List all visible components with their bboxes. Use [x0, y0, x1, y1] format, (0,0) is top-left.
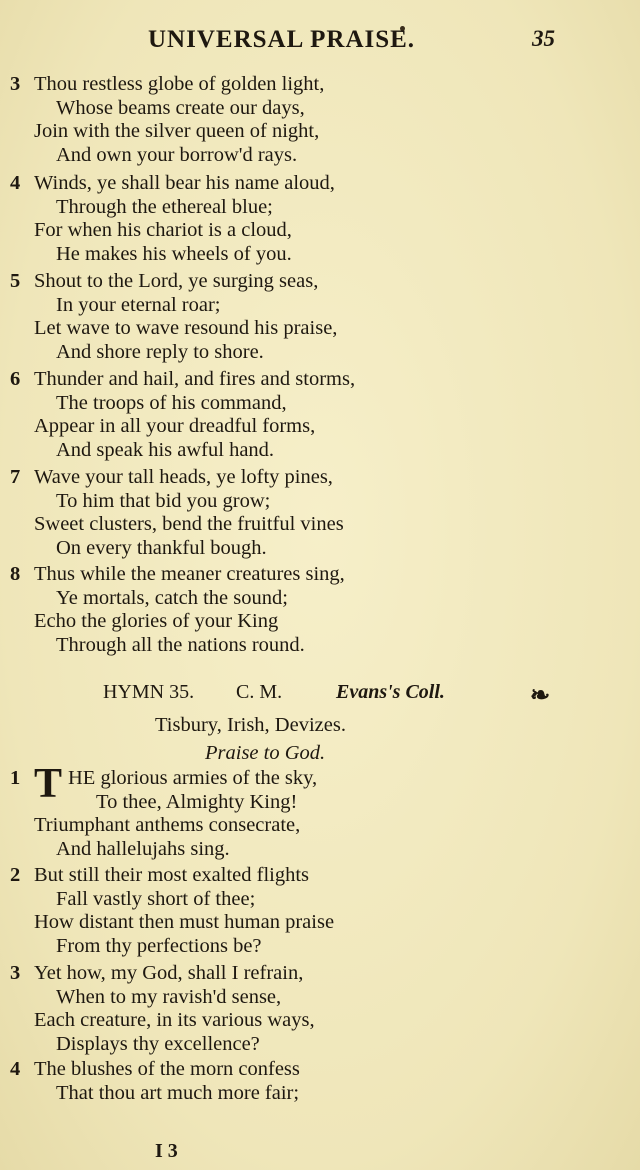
verse-line: Ye mortals, catch the sound; — [56, 586, 288, 609]
verse-line: Displays thy excellence? — [56, 1032, 260, 1055]
hymn-tunes: Tisbury, Irish, Devizes. — [155, 714, 346, 736]
verse-line: HE glorious armies of the sky, — [68, 767, 318, 789]
verse-line: And own your borrow'd rays. — [56, 143, 298, 166]
drop-cap: T — [34, 761, 63, 807]
stanza-7 — [10, 466, 630, 560]
hymn-source: Evans's Coll. — [336, 681, 445, 703]
verse-line: In your eternal roar; — [56, 293, 221, 316]
hymn-stanza-4 — [10, 1058, 630, 1105]
hymn-stanza-3 — [10, 962, 630, 1056]
stanza-6 — [10, 368, 630, 462]
hymn-meter: C. M. — [236, 681, 283, 703]
stanza-number: 2 — [10, 864, 21, 886]
verse-line: Winds, ye shall bear his name aloud, — [34, 172, 335, 194]
stanza-number: 3 — [10, 73, 21, 95]
verse-line: That thou art much more fair; — [56, 1081, 300, 1104]
hymn-heading — [103, 681, 623, 709]
verse-line: Fall vastly short of thee; — [56, 887, 256, 910]
verse-line: Thus while the meaner creatures sing, — [34, 563, 345, 585]
stanza-3 — [10, 73, 630, 167]
verse-line: Each creature, in its various ways, — [34, 1009, 315, 1031]
verse-line: Through the ethereal blue; — [56, 195, 273, 218]
verse-line: He makes his wheels of you. — [56, 242, 292, 265]
signature-mark: I 3 — [155, 1140, 178, 1162]
verse-line: Yet how, my God, shall I refrain, — [34, 962, 304, 984]
verse-line: For when his chariot is a cloud, — [34, 219, 292, 241]
verse-line: To thee, Almighty King! — [96, 790, 298, 813]
verse-line: And speak his awful hand. — [56, 438, 275, 461]
verse-line: Thou restless globe of golden light, — [34, 73, 325, 95]
hymn-stanza-2 — [10, 864, 630, 958]
verse-line: Through all the nations round. — [56, 633, 305, 656]
stanza-4 — [10, 172, 630, 266]
stanza-number: 4 — [10, 1058, 21, 1080]
verse-line: Sweet clusters, bend the fruitful vines — [34, 513, 344, 535]
verse-line: Echo the glories of your King — [34, 610, 279, 632]
verse-line: Triumphant anthems consecrate, — [34, 814, 301, 836]
verse-line: Let wave to wave resound his praise, — [34, 317, 338, 339]
verse-line: Wave your tall heads, ye lofty pines, — [34, 466, 333, 488]
verse-line: The troops of his command, — [56, 391, 287, 414]
page-header — [0, 26, 640, 56]
verse-line: And hallelujahs sing. — [56, 837, 230, 860]
verse-line: Appear in all your dreadful forms, — [34, 415, 316, 437]
stanza-number: 4 — [10, 172, 21, 194]
verse-line: Shout to the Lord, ye surging seas, — [34, 270, 319, 292]
stanza-number: 1 — [10, 767, 21, 789]
stanza-number: 8 — [10, 563, 21, 585]
stanza-number: 3 — [10, 962, 21, 984]
verse-line: Whose beams create our days, — [56, 96, 305, 119]
hymn-number: HYMN 35. — [103, 681, 195, 703]
verse-line: Join with the silver queen of night, — [34, 120, 320, 142]
stanza-number: 7 — [10, 466, 21, 488]
verse-line: On every thankful bough. — [56, 536, 267, 559]
stanza-5 — [10, 270, 630, 364]
ornament-icon: ❧ — [530, 683, 551, 709]
running-head: UNIVERSAL PRAISE. — [148, 26, 416, 53]
verse-line: When to my ravish'd sense, — [56, 985, 282, 1008]
stanza-number: 5 — [10, 270, 21, 292]
stanza-number: 6 — [10, 368, 21, 390]
verse-line: How distant then must human praise — [34, 911, 335, 933]
verse-line: From thy perfections be? — [56, 934, 262, 957]
stanza-8 — [10, 563, 630, 657]
hymn-stanza-1 — [10, 761, 630, 861]
verse-line: To him that bid you grow; — [56, 489, 271, 512]
verse-line: But still their most exalted flights — [34, 864, 310, 886]
page-number: 35 — [532, 26, 555, 51]
verse-line: The blushes of the morn confess — [34, 1058, 300, 1080]
verse-line: And shore reply to shore. — [56, 340, 264, 363]
verse-line: Thunder and hail, and fires and storms, — [34, 368, 356, 390]
hymn-subject: Praise to God. — [205, 742, 326, 764]
